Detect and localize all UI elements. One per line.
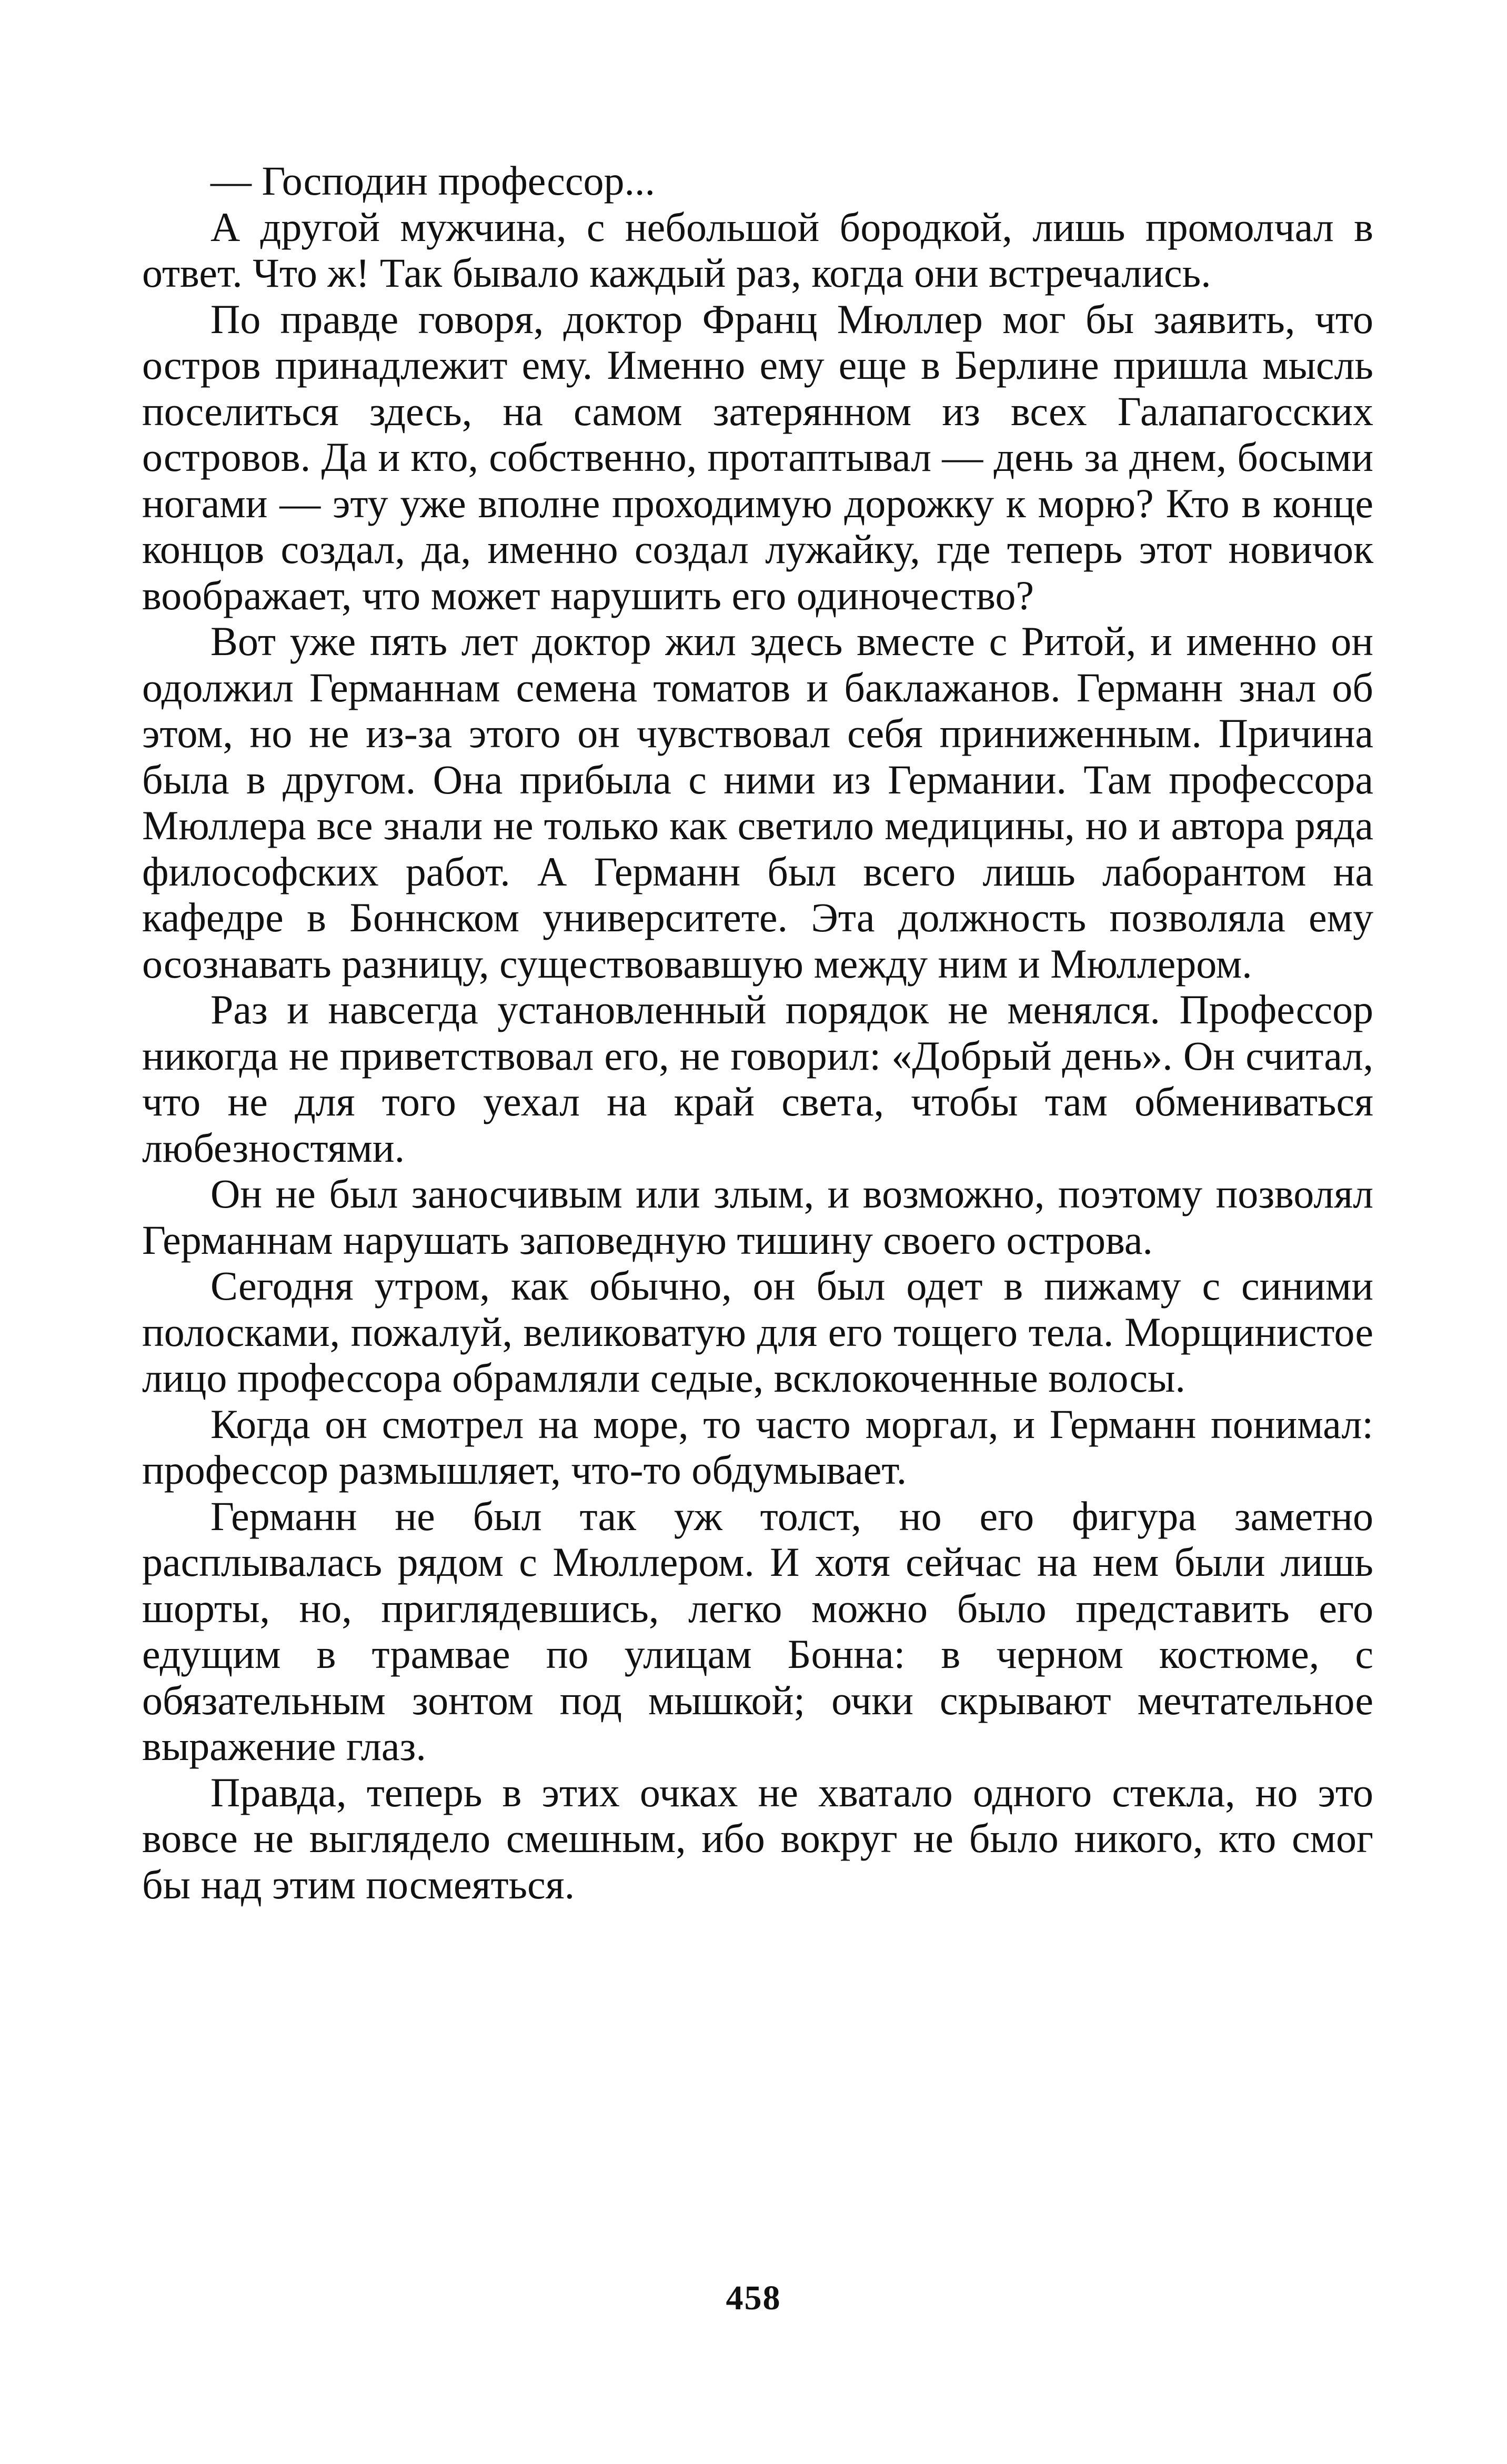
paragraph-7: Сегодня утром, как обычно, он был одет в пижаму с синими полосками, пожалуй, великоватую для его тощего тела. Морщинистое лицо профессора обрамляли седые, всклокоченные волосы.	[142, 1263, 1373, 1401]
paragraph-10: Правда, теперь в этих очках не хватало одного стекла, но это вовсе не выглядело смешным, ибо вокруг не было никого, кто смог бы над этим посмеяться.	[142, 1769, 1373, 1907]
paragraph-3: По правде говоря, доктор Франц Мюллер мог бы заявить, что остров принадлежит ему. Именно ему еще в Берлине пришла мысль поселиться здесь, на самом затерянном из всех Галапагосских островов. Да и кто, собственно, протаптывал — день за днем, босыми ногами — эту уже вполне проходимую дорожку к морю? Кто в конце концов создал, да, именно создал лужайку, где теперь этот новичок воображает, что может нарушить его одиночество?	[142, 296, 1373, 618]
page-number: 458	[726, 2279, 781, 2317]
paragraph-9: Германн не был так уж толст, но его фигура заметно расплывалась рядом с Мюллером. И хотя сейчас на нем были лишь шорты, но, приглядевшись, легко можно было представить его едущим в трамвае по улицам Бонна: в черном костюме, с обязательным зонтом под мышкой; очки скрывают мечтательное выражение глаз.	[142, 1493, 1373, 1769]
paragraph-6: Он не был заносчивым или злым, и возможно, поэтому позволял Германнам нарушать заповедную тишину своего острова.	[142, 1171, 1373, 1263]
paragraph-4: Вот уже пять лет доктор жил здесь вместе с Ритой, и именно он одолжил Германнам семена томатов и баклажанов. Германн знал об этом, но не из-за этого он чувствовал себя приниженным. Причина была в другом. Она прибыла с ними из Германии. Там профессора Мюллера все знали не только как светило медицины, но и автора ряда философских работ. А Германн был всего лишь лаборантом на кафедре в Боннском университете. Эта должность позволяла ему осознавать разницу, существовавшую между ним и Мюллером.	[142, 618, 1373, 987]
paragraph-5: Раз и навсегда установленный порядок не менялся. Профессор никогда не приветствовал его, не говорил: «Добрый день». Он считал, что не для того уехал на край света, чтобы там обмениваться любезностями.	[142, 987, 1373, 1171]
paragraph-8: Когда он смотрел на море, то часто моргал, и Германн понимал: профессор размышляет, что-то обдумывает.	[142, 1401, 1373, 1493]
paragraph-2: А другой мужчина, с небольшой бородкой, лишь промолчал в ответ. Что ж! Так бывало каждый раз, когда они встречались.	[142, 204, 1373, 296]
body-text	[142, 158, 1373, 1907]
paragraph-1: — Господин профессор...	[210, 158, 656, 204]
